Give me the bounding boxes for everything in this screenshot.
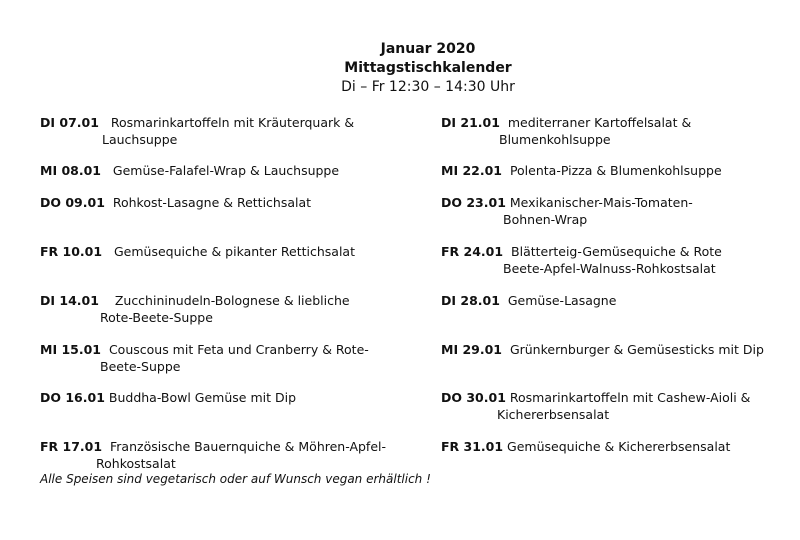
menu-dish: Rohkost-Lasagne & Rettichsalat [112,195,312,210]
menu-day: MI 22.01 [441,163,502,178]
menu-dish-cont: Kichererbsensalat [497,407,610,422]
menu-dish: Gemüse-Lasagne [507,293,617,308]
menu-dish: Französische Bauernquiche & Möhren-Apfel- [110,439,387,454]
menu-entry [441,389,771,423]
menu-entry [40,194,410,211]
menu-entry [441,243,771,277]
menu-day: FR 10.01 [40,244,103,259]
menu-day: DI 14.01 [40,293,99,308]
menu-dish: Buddha-Bowl Gemüse mit Dip [108,390,297,405]
menu-day: DI 21.01 [441,115,500,130]
month-title: Januar 2020 [380,41,476,57]
menu-dish: mediterraner Kartoffelsalat & [507,115,692,130]
opening-hours: Di – Fr 12:30 – 14:30 Uhr [341,79,515,95]
menu-dish: Couscous mit Feta und Cranberry & Rote- [108,342,369,357]
menu-entry [441,114,771,148]
menu-entry [40,243,410,260]
menu-dish: Blätterteig-Gemüsequiche & Rote [511,244,722,259]
calendar-header [0,40,800,97]
menu-dish: Gemüse-Falafel-Wrap & Lauchsuppe [112,163,340,178]
menu-dish: Gemüsequiche & pikanter Rettichsalat [113,244,355,259]
menu-dish-cont: Bohnen-Wrap [503,212,588,227]
menu-day: DO 16.01 [40,390,105,405]
menu-day: DI 07.01 [40,115,99,130]
menu-dish: Grünkernburger & Gemüsesticks mit Dip [509,342,764,357]
menu-day: MI 29.01 [441,342,502,357]
menu-dish-cont: Rohkostsalat [96,456,176,471]
page-title: Mittagstischkalender [344,60,512,76]
menu-entry [441,438,771,455]
menu-dish: Rosmarinkartoffeln mit Cashew-Aioli & [509,390,751,405]
menu-dish-cont: Blumenkohlsuppe [499,132,611,147]
menu-day: DO 09.01 [40,195,105,210]
menu-day: DO 23.01 [441,195,506,210]
menu-dish: Polenta-Pizza & Blumenkohlsuppe [509,163,722,178]
menu-entry [441,292,771,309]
menu-entry [40,389,410,406]
menu-dish: Zucchininudeln-Bolognese & liebliche [114,293,350,308]
vegan-note: Alle Speisen sind vegetarisch oder auf Wunsch vegan erhältlich ! [40,472,431,486]
menu-entry [40,292,410,326]
menu-entry [40,341,410,375]
menu-dish: Mexikanischer-Mais-Tomaten- [509,195,693,210]
menu-day: DO 30.01 [441,390,506,405]
menu-dish-cont: Beete-Apfel-Walnuss-Rohkostsalat [503,261,716,276]
menu-dish-cont: Rote-Beete-Suppe [100,310,213,325]
menu-dish: Rosmarinkartoffeln mit Kräuterquark & [110,115,355,130]
menu-day: MI 15.01 [40,342,101,357]
menu-day: DI 28.01 [441,293,500,308]
menu-entry [40,438,410,472]
menu-day: FR 17.01 [40,439,103,454]
menu-entry [441,341,771,358]
menu-dish-cont: Lauchsuppe [102,132,178,147]
menu-entry [441,162,771,179]
menu-dish: Gemüsequiche & Kichererbsensalat [507,439,731,454]
menu-day: FR 31.01 [441,439,504,454]
menu-entry [40,114,410,148]
menu-day: FR 24.01 [441,244,504,259]
menu-entry [40,162,410,179]
menu-entry [441,194,771,228]
menu-dish-cont: Beete-Suppe [100,359,181,374]
menu-day: MI 08.01 [40,163,101,178]
